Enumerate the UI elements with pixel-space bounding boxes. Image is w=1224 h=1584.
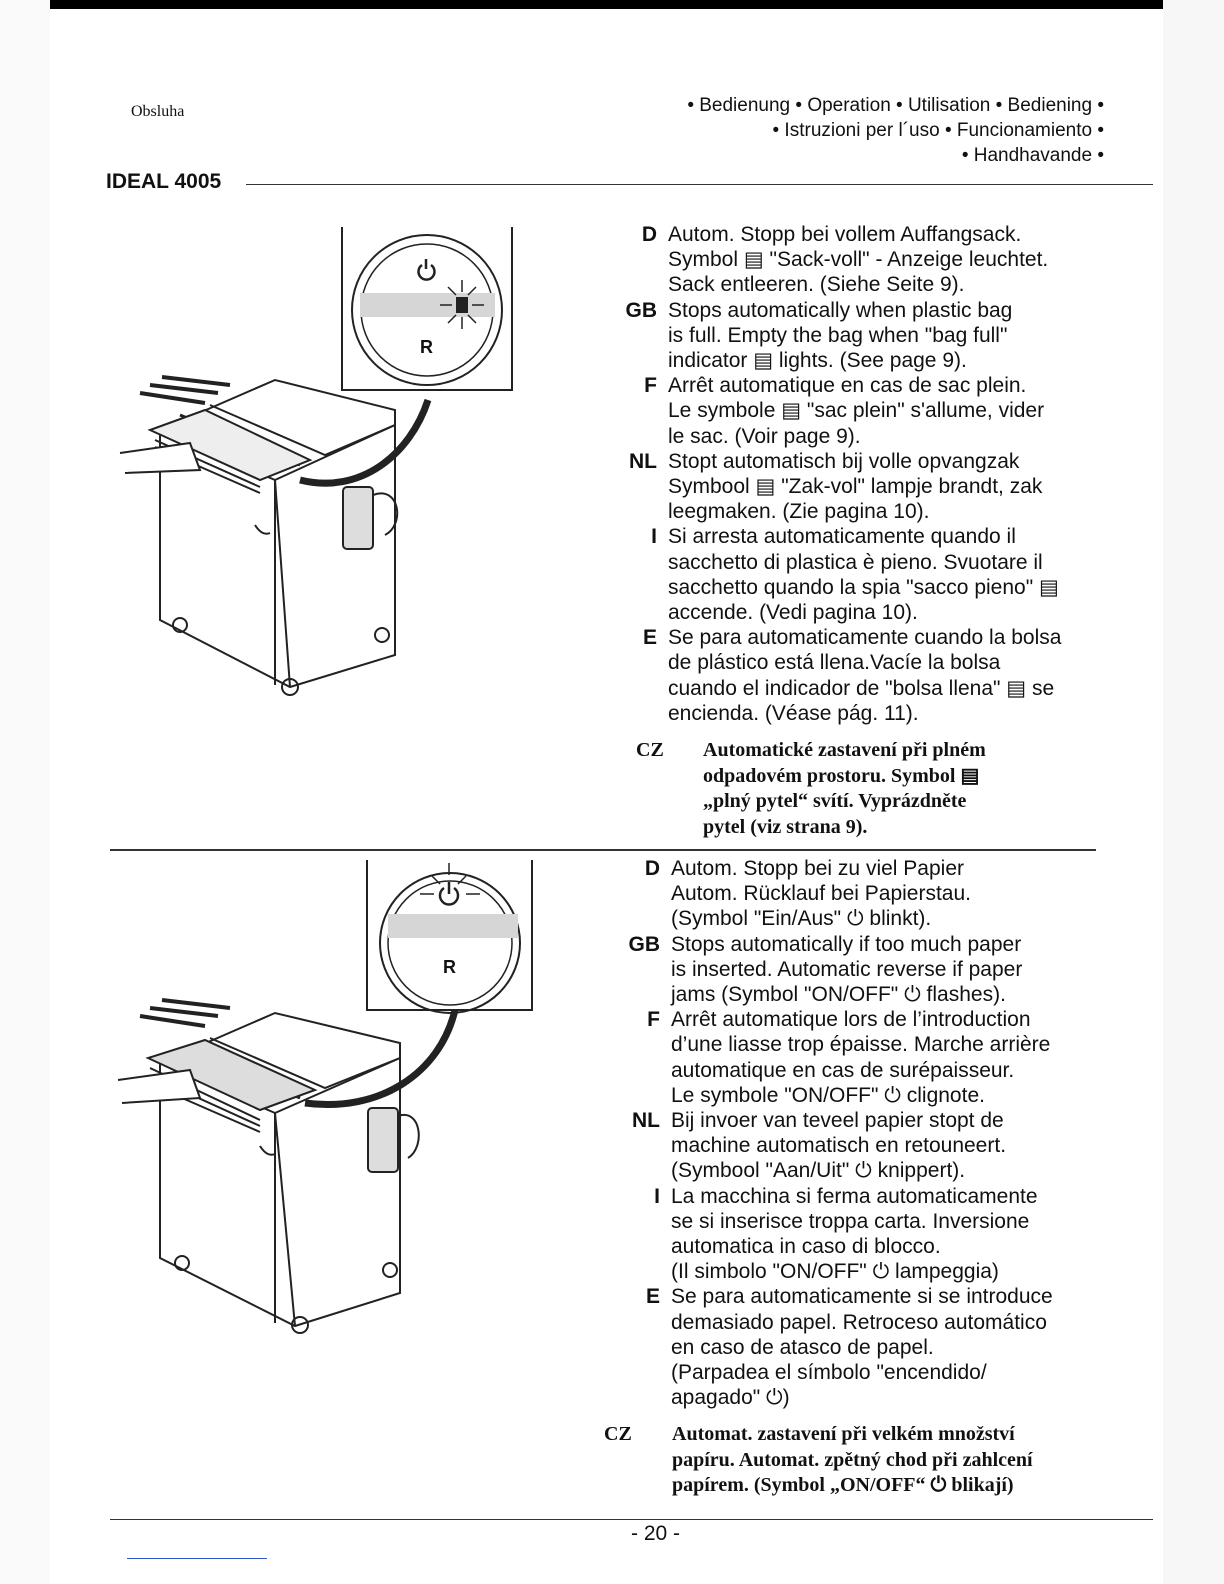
entry-cz	[636, 738, 1056, 843]
entry-text: Bij invoer van teveel papier stopt de machine automatisch en retouneert. (Symbool "Aan/Uit" ⏻ knippert).	[671, 1109, 1007, 1183]
entry-gb	[620, 298, 1061, 374]
language-code: F	[644, 374, 657, 398]
language-code: GB	[625, 298, 657, 322]
scan-top-border	[50, 0, 1163, 9]
language-line: • Istruzioni per l´uso • Funcionamiento •	[772, 120, 1104, 141]
entry-de	[623, 856, 1053, 932]
page-number: - 20 -	[631, 1522, 681, 1545]
language-code: D	[644, 857, 660, 880]
entry-text: Se para automaticamente cuando la bolsa de plástico está llena.Vacíe la bolsa cuando el indicador de "bolsa llena" ▤ se encienda. (Véase pág. 11).	[668, 626, 1062, 725]
language-code: GB	[628, 932, 660, 956]
section-bag-full	[620, 222, 1061, 726]
indicator-strip	[388, 914, 518, 938]
power-icon	[418, 259, 434, 280]
entry-text: Se para automaticamente si se introduce demasiado papel. Retroceso automático en caso de atasco de papel. (Parpadea el símbolo "encendido/ apagado" ⏻)	[671, 1285, 1053, 1410]
entry-es	[620, 625, 1061, 726]
section-divider	[110, 849, 1096, 851]
language-code: CZ	[604, 1423, 632, 1445]
language-code: CZ	[636, 739, 664, 761]
shredder-illustration-bag-full	[110, 225, 520, 700]
language-code: D	[641, 223, 657, 246]
page-margin-left	[0, 0, 50, 1584]
language-line: • Bedienung • Operation • Utilisation • Bediening •	[687, 95, 1104, 116]
entry-text: Arrêt automatique en cas de sac plein. Le symbole ▤ "sac plein" s'allume, vider le sac. (Voir page 9).	[668, 374, 1045, 448]
language-code: E	[642, 626, 657, 650]
entry-es	[623, 1284, 1053, 1410]
power-icon	[440, 882, 458, 904]
section-label: Obsluha	[131, 103, 185, 120]
language-code: F	[647, 1008, 660, 1032]
entry-text: Stops automatically if too much paper is inserted. Automatic reverse if paper jams (Symbol "ON/OFF" ⏻ flashes).	[671, 932, 1023, 1007]
language-code: NL	[629, 449, 657, 473]
language-code: I	[651, 525, 657, 549]
entry-gb	[623, 932, 1053, 1008]
entry-fr	[623, 1007, 1053, 1108]
entry-it	[623, 1184, 1053, 1285]
oil-bottle	[343, 487, 373, 549]
feed-direction-arrow	[140, 1000, 230, 1026]
entry-de	[620, 222, 1061, 298]
entry-cz	[604, 1422, 1104, 1502]
entry-text: Stops automatically when plastic bag is full. Empty the bag when "bag full" indicator ▤ lights. (See page 9).	[668, 298, 1013, 373]
entry-text: Autom. Stopp bei vollem Auffangsack. Symbol ▤ "Sack-voll" - Anzeige leuchtet. Sack entleeren. (Siehe Seite 9).	[668, 223, 1049, 297]
header-rule	[246, 184, 1153, 185]
bag-full-icon	[440, 280, 484, 329]
oil-bottle	[368, 1108, 398, 1172]
entry-nl	[623, 1108, 1053, 1184]
page-margin-right	[1163, 0, 1224, 1584]
entry-text: Arrêt automatique lors de l’introduction d’une liasse trop épaisse. Marche arrière automatique en cas de surépaisseur. Le symbole "ON/OFF" ⏻ clignote.	[671, 1008, 1051, 1107]
language-list	[687, 93, 1104, 168]
shredder-illustration-paper-jam	[110, 858, 540, 1338]
entry-it	[620, 524, 1061, 625]
entry-text: La macchina si ferma automaticamente se si inserisce troppa carta. Inversione automatica in caso di blocco. (Il simbolo "ON/OFF" ⏻ lampeggia)	[671, 1184, 1038, 1284]
hand	[120, 443, 200, 473]
feed-direction-arrow	[140, 377, 230, 403]
language-line: • Handhavande •	[961, 145, 1104, 166]
entry-text: Stopt automatisch bij volle opvangzak Symbool ▤ "Zak-vol" lampje brandt, zak leegmaken. (Zie pagina 10).	[668, 449, 1043, 524]
reverse-key-label: R	[420, 337, 433, 357]
footer-link-underline	[127, 1558, 267, 1559]
entry-text: Automat. zastavení při velkém množství papíru. Automat. zpětný chod při zahlcení papírem. (Symbol „ON/OFF“ ⏻ blikají)	[672, 1423, 1033, 1496]
entry-fr	[620, 373, 1061, 449]
section-paper-jam	[623, 856, 1053, 1410]
entry-text: Autom. Stopp bei zu viel Papier Autom. Rücklauf bei Papierstau. (Symbol "Ein/Aus" ⏻ blinkt).	[671, 857, 971, 931]
hand	[118, 1070, 200, 1103]
entry-nl	[620, 449, 1061, 525]
entry-text: Automatické zastavení při plném odpadovém prostoru. Symbol ▤ „plný pytel“ svítí. Vyprázdněte pytel (viz strana 9).	[703, 739, 986, 838]
entry-text: Si arresta automaticamente quando il sacchetto di plastica è pieno. Svuotare il sacchetto quando la spia "sacco pieno" ▤ accende. (Vedi pagina 10).	[668, 525, 1059, 625]
model-title: IDEAL 4005	[106, 170, 222, 193]
language-code: E	[645, 1285, 660, 1309]
footer-rule	[110, 1519, 1153, 1520]
reverse-key-label: R	[443, 957, 456, 977]
language-code: NL	[632, 1109, 660, 1133]
language-code: I	[654, 1184, 660, 1208]
